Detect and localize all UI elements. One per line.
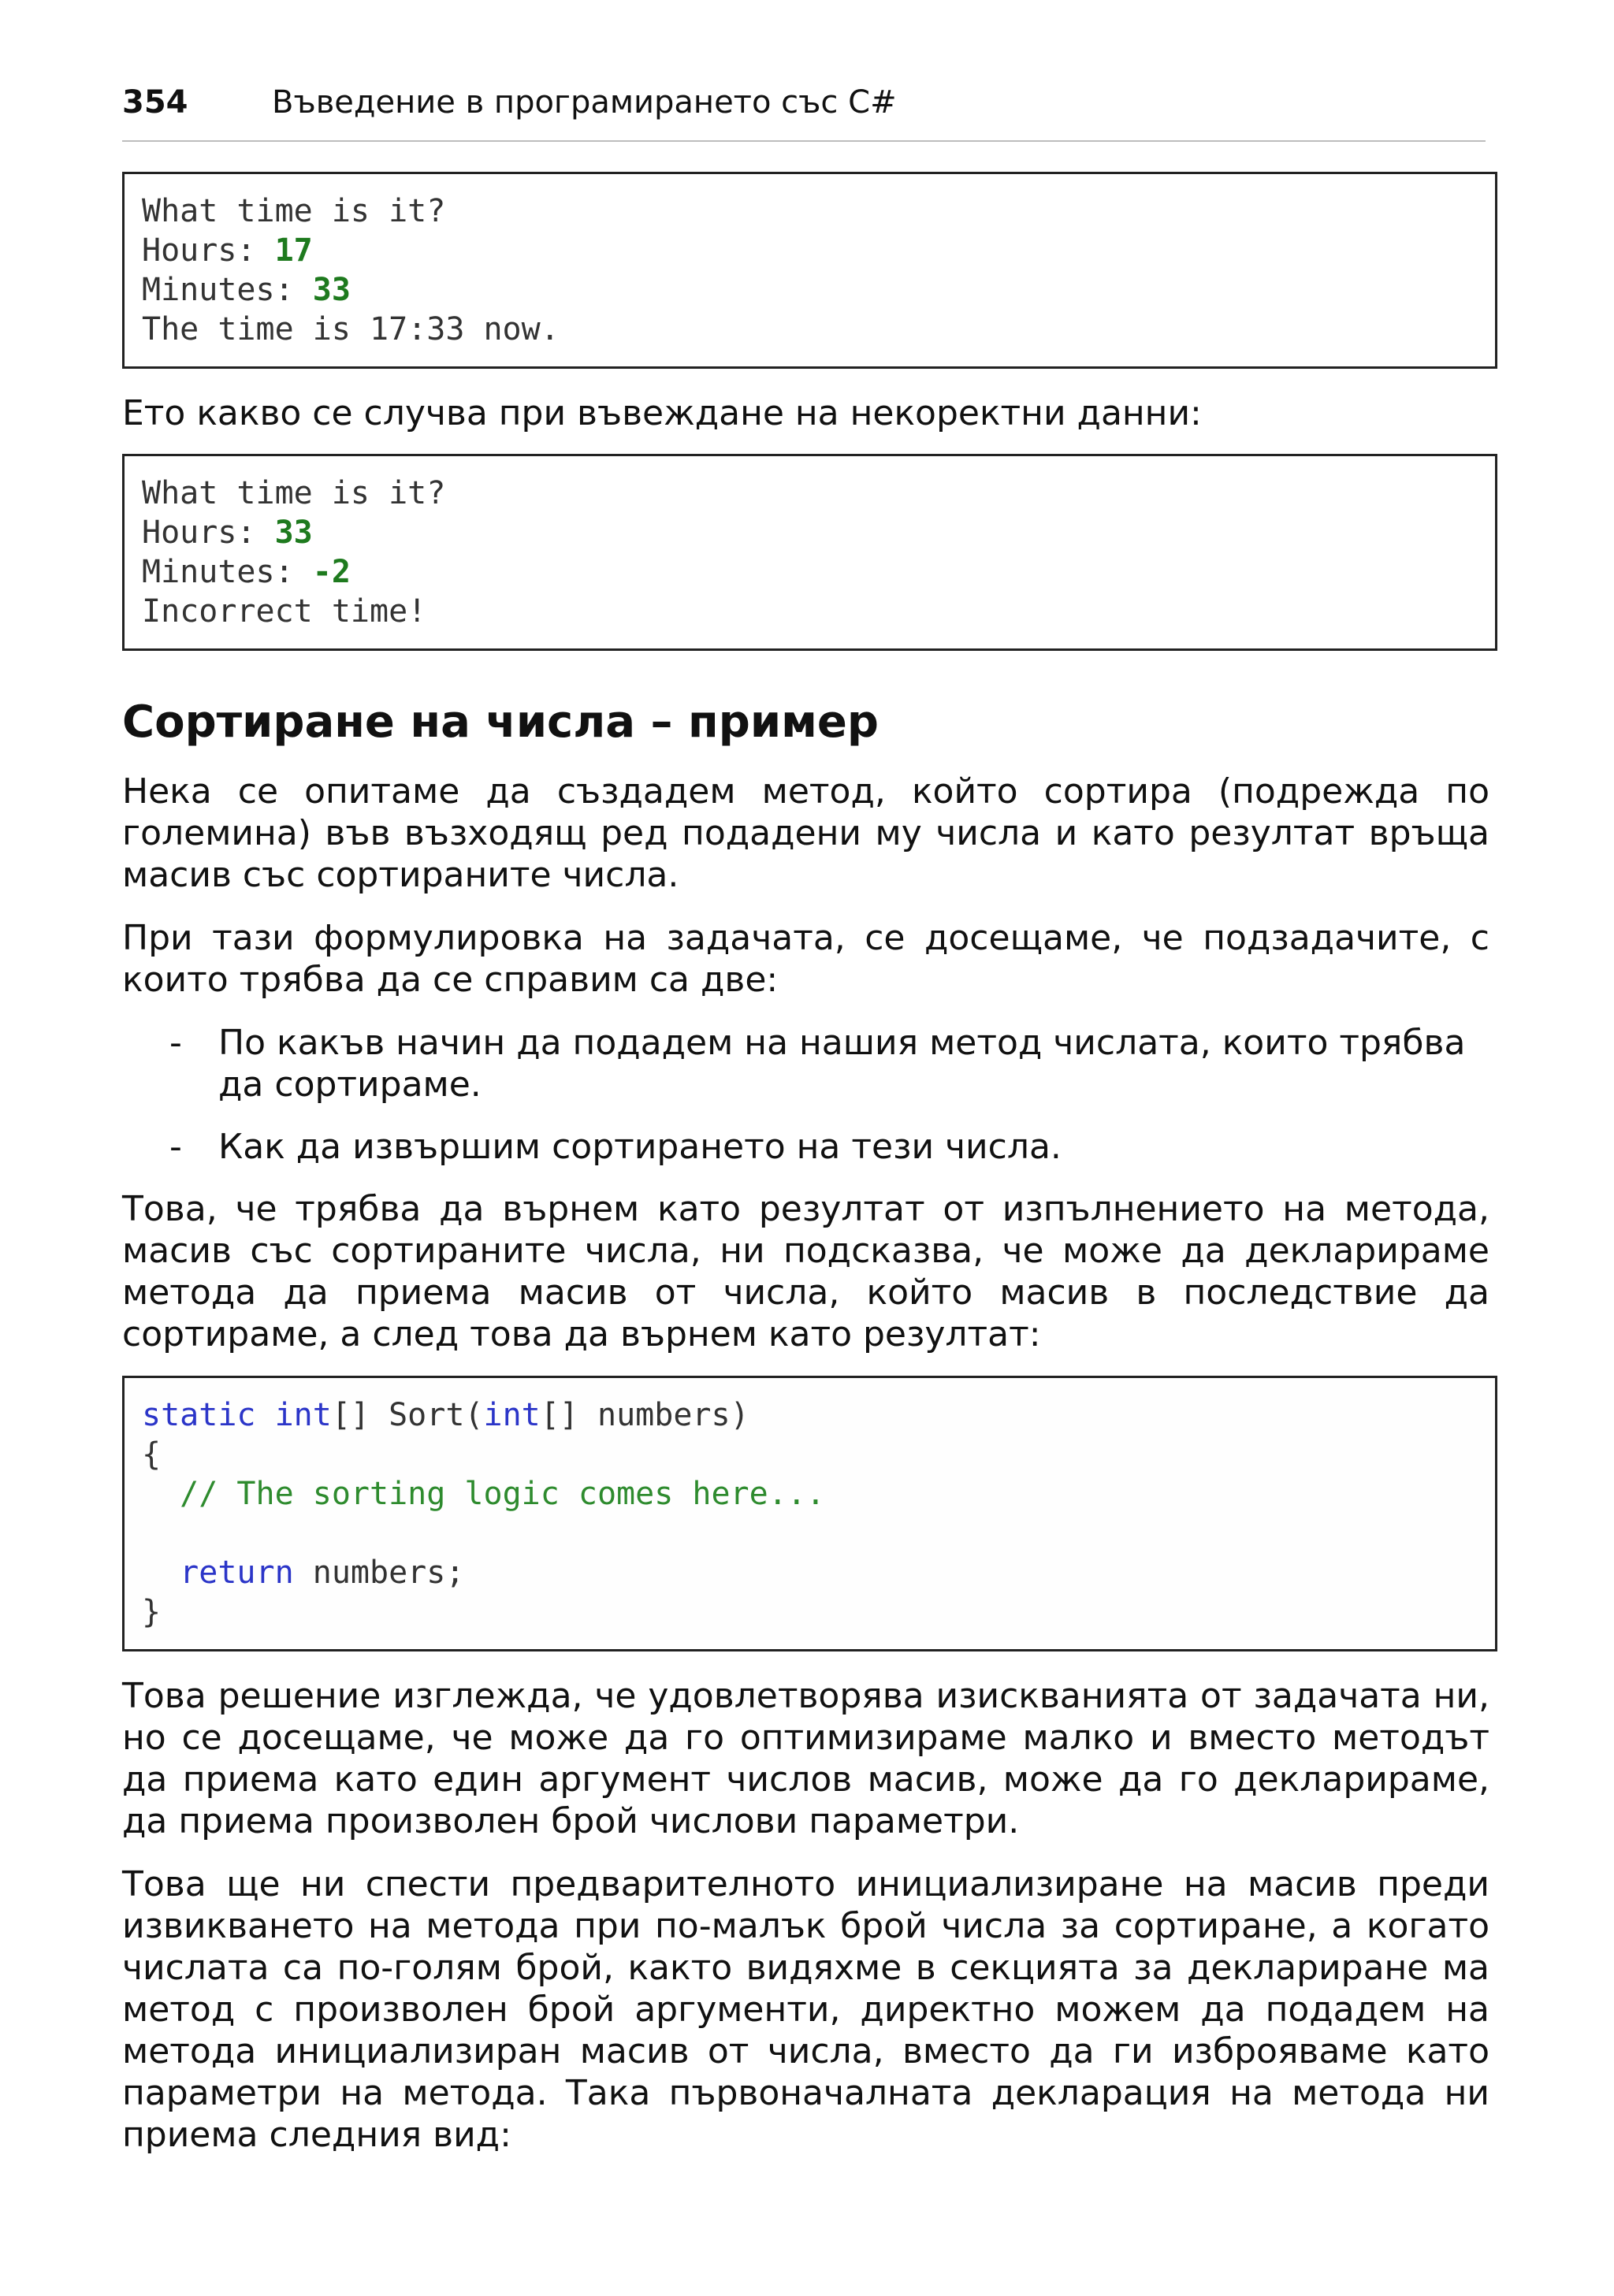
hours-label: Hours: — [142, 232, 275, 269]
page-header — [122, 79, 1486, 142]
hours-input: 33 — [274, 515, 313, 551]
paragraph: При тази формулировка на задачата, се досещаме, че подзадачите, с които трябва да се справим са две: — [122, 918, 1489, 1000]
code-line-blank — [142, 1514, 1495, 1553]
console-output-valid — [122, 172, 1497, 369]
minutes-input: -2 — [312, 554, 351, 590]
page-number: 354 — [122, 84, 188, 121]
list-dash: - — [169, 1127, 182, 1167]
code-line: } — [142, 1594, 162, 1630]
console-line — [142, 552, 1495, 592]
code-line — [142, 1474, 1495, 1514]
list-item — [169, 1022, 1489, 1105]
keyword: static — [142, 1397, 256, 1433]
code-text: [] numbers) — [540, 1397, 749, 1433]
keyword: int — [483, 1397, 541, 1433]
paragraph: Това ще ни спести предварителното инициализиране на масив преди извикването на метода при по-малък брой числа за сортиране, а когато числата са по-голям брой, както видяхме в секцията за деклариране ма метод с произволен брой аргументи, директно можем да подадем на метода инициализиран масив от числа, вместо да ги изброяваме като параметри на метода. Така първоначалната декларация на метода ни приема следния вид: — [122, 1864, 1489, 2155]
list-item — [169, 1126, 1489, 1168]
code-comment: // The sorting logic comes here... — [180, 1476, 825, 1512]
code-line: { — [142, 1436, 162, 1473]
minutes-input: 33 — [312, 272, 351, 308]
paragraph: Това, че трябва да върнем като резултат от изпълнението на метода, масив със сортираните числа, ни подсказва, че може да декларираме метода да приема масив от числа, който масив в последствие да сортираме, а след това да върнем като резултат: — [122, 1189, 1489, 1354]
console-line: What time is it? — [142, 475, 446, 511]
list-dash: - — [169, 1023, 182, 1063]
console-output-invalid — [122, 454, 1497, 651]
running-title: Въведение в програмирането със C# — [272, 84, 897, 121]
console-line: Incorrect time! — [142, 593, 427, 630]
paragraph: Това решение изглежда, че удовлетворява изискванията от задачата ни, но се досещаме, че може да го оптимизираме малко и вместо методът да приема като един аргумент числов масив, може да го декларираме, да приема произволен брой числови параметри. — [122, 1676, 1489, 1841]
console-line — [142, 231, 1495, 270]
code-line — [142, 1553, 1495, 1592]
section-heading: Сортиране на числа – пример — [122, 697, 879, 748]
keyword: int — [274, 1397, 332, 1433]
code-text: numbers; — [293, 1555, 465, 1591]
hours-input: 17 — [274, 232, 313, 269]
code-listing — [122, 1376, 1497, 1651]
minutes-label: Minutes: — [142, 554, 313, 590]
code-text: [] Sort( — [331, 1397, 484, 1433]
code-line — [142, 1395, 1495, 1435]
invalid-data-intro: Ето какво се случва при въвеждане на некоректни данни: — [122, 393, 1202, 433]
hours-label: Hours: — [142, 515, 275, 551]
console-line: The time is 17:33 now. — [142, 311, 560, 347]
keyword: return — [180, 1555, 294, 1591]
console-line: What time is it? — [142, 193, 446, 229]
console-line — [142, 270, 1495, 310]
console-line — [142, 513, 1495, 552]
list-item-text: Как да извършим сортирането на тези числа. — [218, 1127, 1062, 1167]
list-item-text: По какъв начин да подадем на нашия метод числата, които трябва да сортираме. — [218, 1023, 1466, 1105]
paragraph: Нека се опитаме да създадем метод, който сортира (подрежда по големина) във възходящ ред подадени му числа и като резултат връща масив със сортираните числа. — [122, 771, 1489, 895]
minutes-label: Minutes: — [142, 272, 313, 308]
